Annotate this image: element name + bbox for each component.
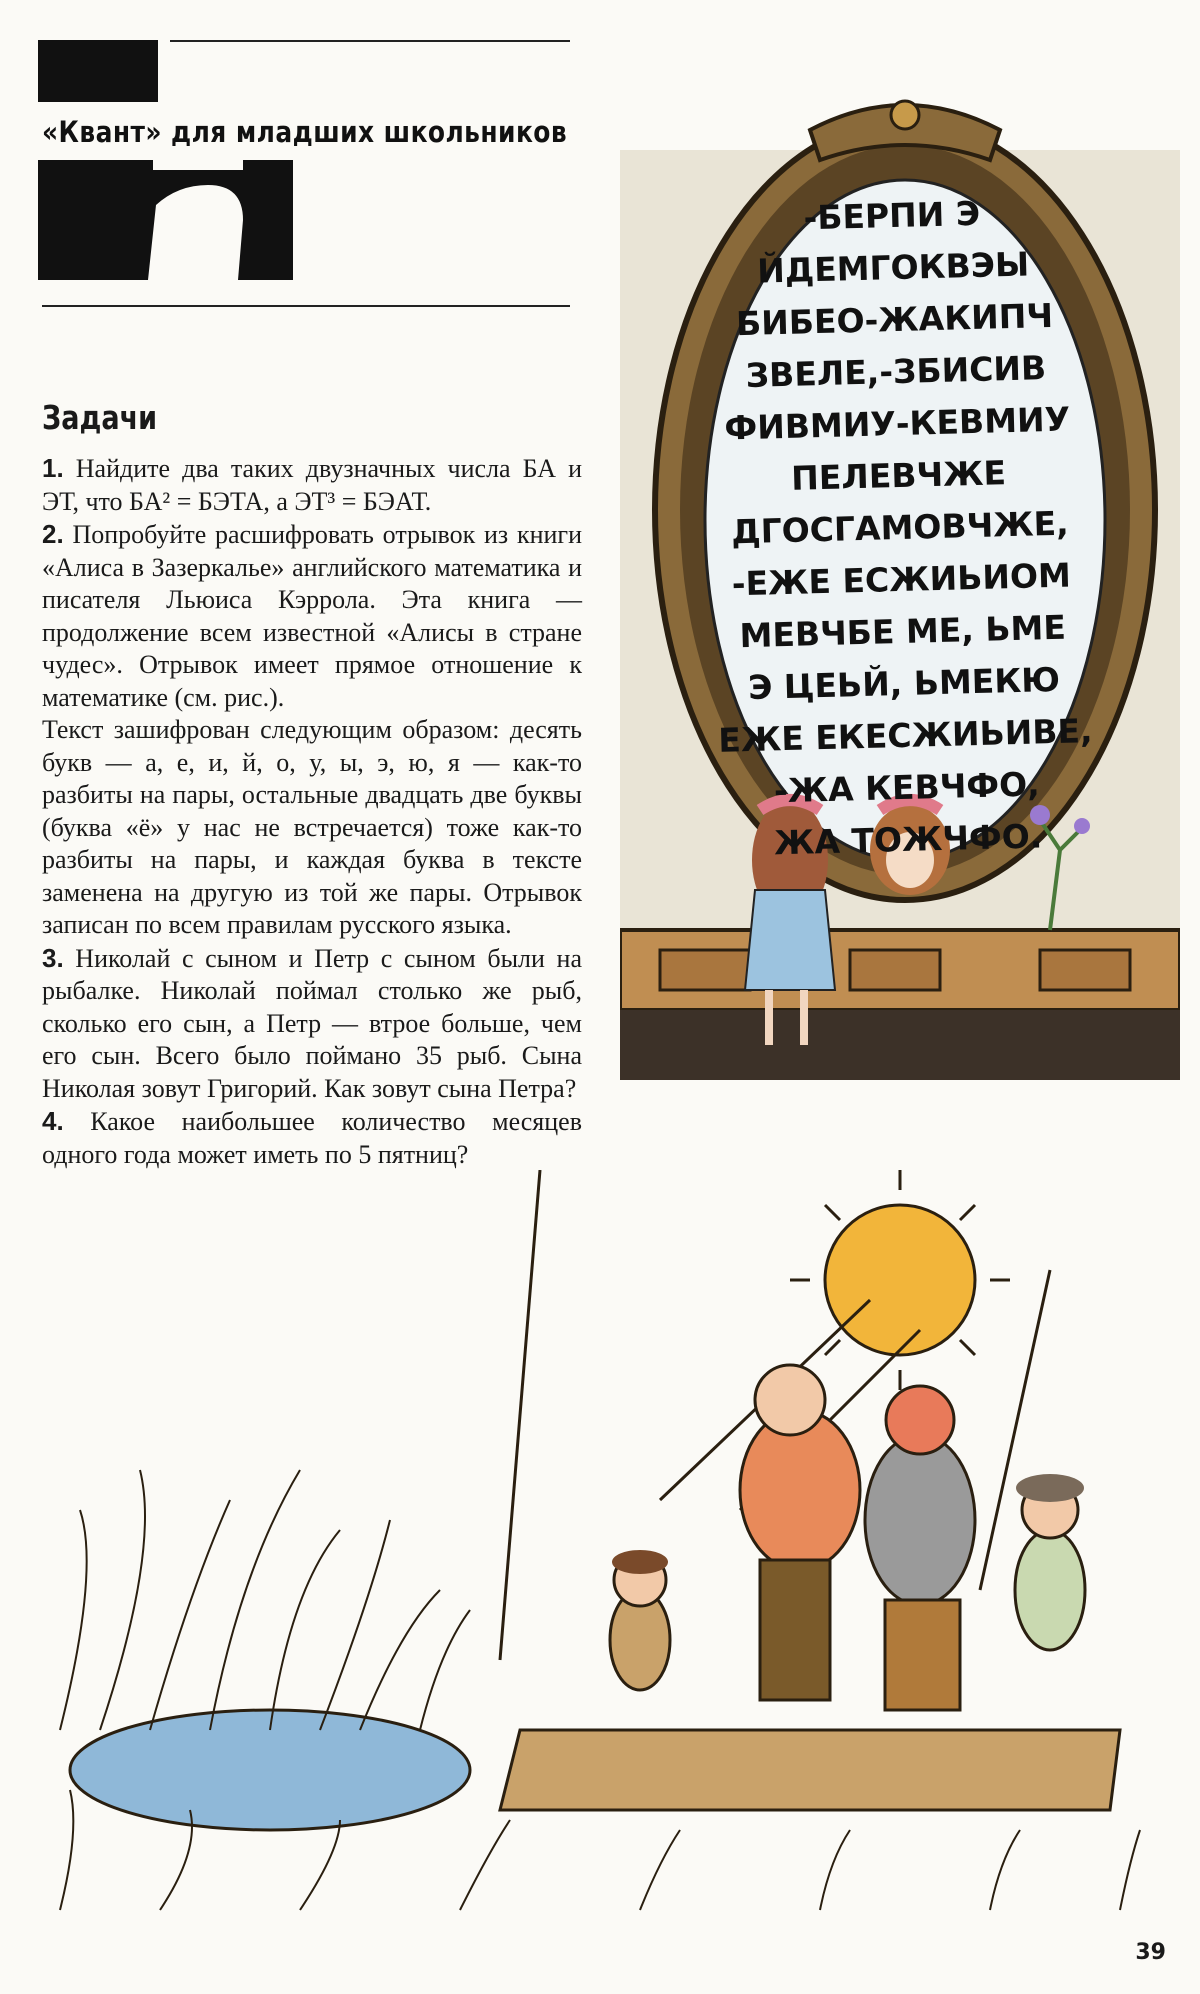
problem-number: 2. <box>42 519 64 549</box>
problem-1 <box>42 452 582 518</box>
logo-block <box>38 40 158 102</box>
section-title: «Квант» для младших школьников <box>42 115 568 149</box>
cipher-line: -ЖА КЕВЧФО, <box>773 764 1041 811</box>
cipher-line: ЙДЕМГОКВЭЫ <box>756 244 1030 291</box>
header-bottom-rule <box>42 305 570 307</box>
cipher-line: ФИВМИУ-КЕВМИУ <box>723 399 1071 448</box>
mirror-cipher-text <box>681 185 1119 872</box>
header-top-rule <box>170 40 570 42</box>
cipher-line: -БЕРПИ Э <box>803 193 981 238</box>
cipher-line: МЕВЧБЕ МЕ, ЬМЕ <box>739 607 1067 656</box>
problem-text: Николай с сыном и Петр с сыном были на рыбалке. Николай поймал столько же рыб, сколько его сын, а Петр — втрое больше, чем его сын. Всего было поймано 35 рыб. Сына Николая зовут Григорий. Как зовут сына Петра? <box>42 943 582 1103</box>
fishing-illustration <box>40 1170 1170 1930</box>
magazine-logo-letter <box>38 160 338 280</box>
problem-2-continuation <box>42 714 582 942</box>
cipher-line: ЕЖЕ ЕКЕСЖИЬИВЕ, <box>717 711 1094 760</box>
problem-text: Найдите два таких двузначных числа БА и ЭТ, что БА² = БЭТА, а ЭТ³ = БЭАТ. <box>42 454 583 516</box>
problem-text: Попробуйте расшифровать отрывок из книги «Алиса в Зазеркалье» английского математика и писателя Льюиса Кэррола. Эта книга — продолжение всем известной «Алисы в стране чудес». Отрывок имеет прямое отношение к математике (см. рис.). <box>42 520 583 712</box>
problem-number: 1. <box>42 453 64 483</box>
problem-number: 3. <box>42 942 64 973</box>
problem-text: Какое наибольшее количество месяцев одного года может иметь по 5 пятниц? <box>42 1107 582 1169</box>
problem-2 <box>42 518 582 714</box>
problem-text: Текст зашифрован следующим образом: десять букв — а, е, и, й, о, у, ы, э, ю, я — как-то разбиты на пары, остальные двадцать две буквы (буква «ё» у нас не встречается) тоже как-то разбиты на пары, и каждая буква в тексте заменена на другую из той же пары. Отрывок записан по всем правилам русского языка. <box>42 715 582 939</box>
cipher-line: ПЕЛЕВЧЖЕ <box>790 453 1007 498</box>
problems-list <box>42 452 582 1171</box>
problems-heading: Задачи <box>42 398 158 437</box>
cipher-line: -ЕЖЕ ЕСЖИЬИОМ <box>731 555 1072 604</box>
problem-number: 4. <box>42 1106 64 1136</box>
cipher-line: ЖА ТОЖЧФО. <box>773 816 1043 863</box>
cipher-line: Э ЦЕЬЙ, ЬМЕКЮ <box>747 659 1061 708</box>
cipher-line: БИБЕО-ЖАКИПЧ <box>735 295 1054 344</box>
problem-4 <box>42 1105 582 1171</box>
problem-3 <box>42 942 582 1106</box>
cipher-line: ЗВЕЛЕ,-ЗБИСИВ <box>745 348 1047 395</box>
cipher-line: ДГОСГАМОВЧЖЕ, <box>730 503 1070 552</box>
page-number: 39 <box>1135 1940 1166 1965</box>
